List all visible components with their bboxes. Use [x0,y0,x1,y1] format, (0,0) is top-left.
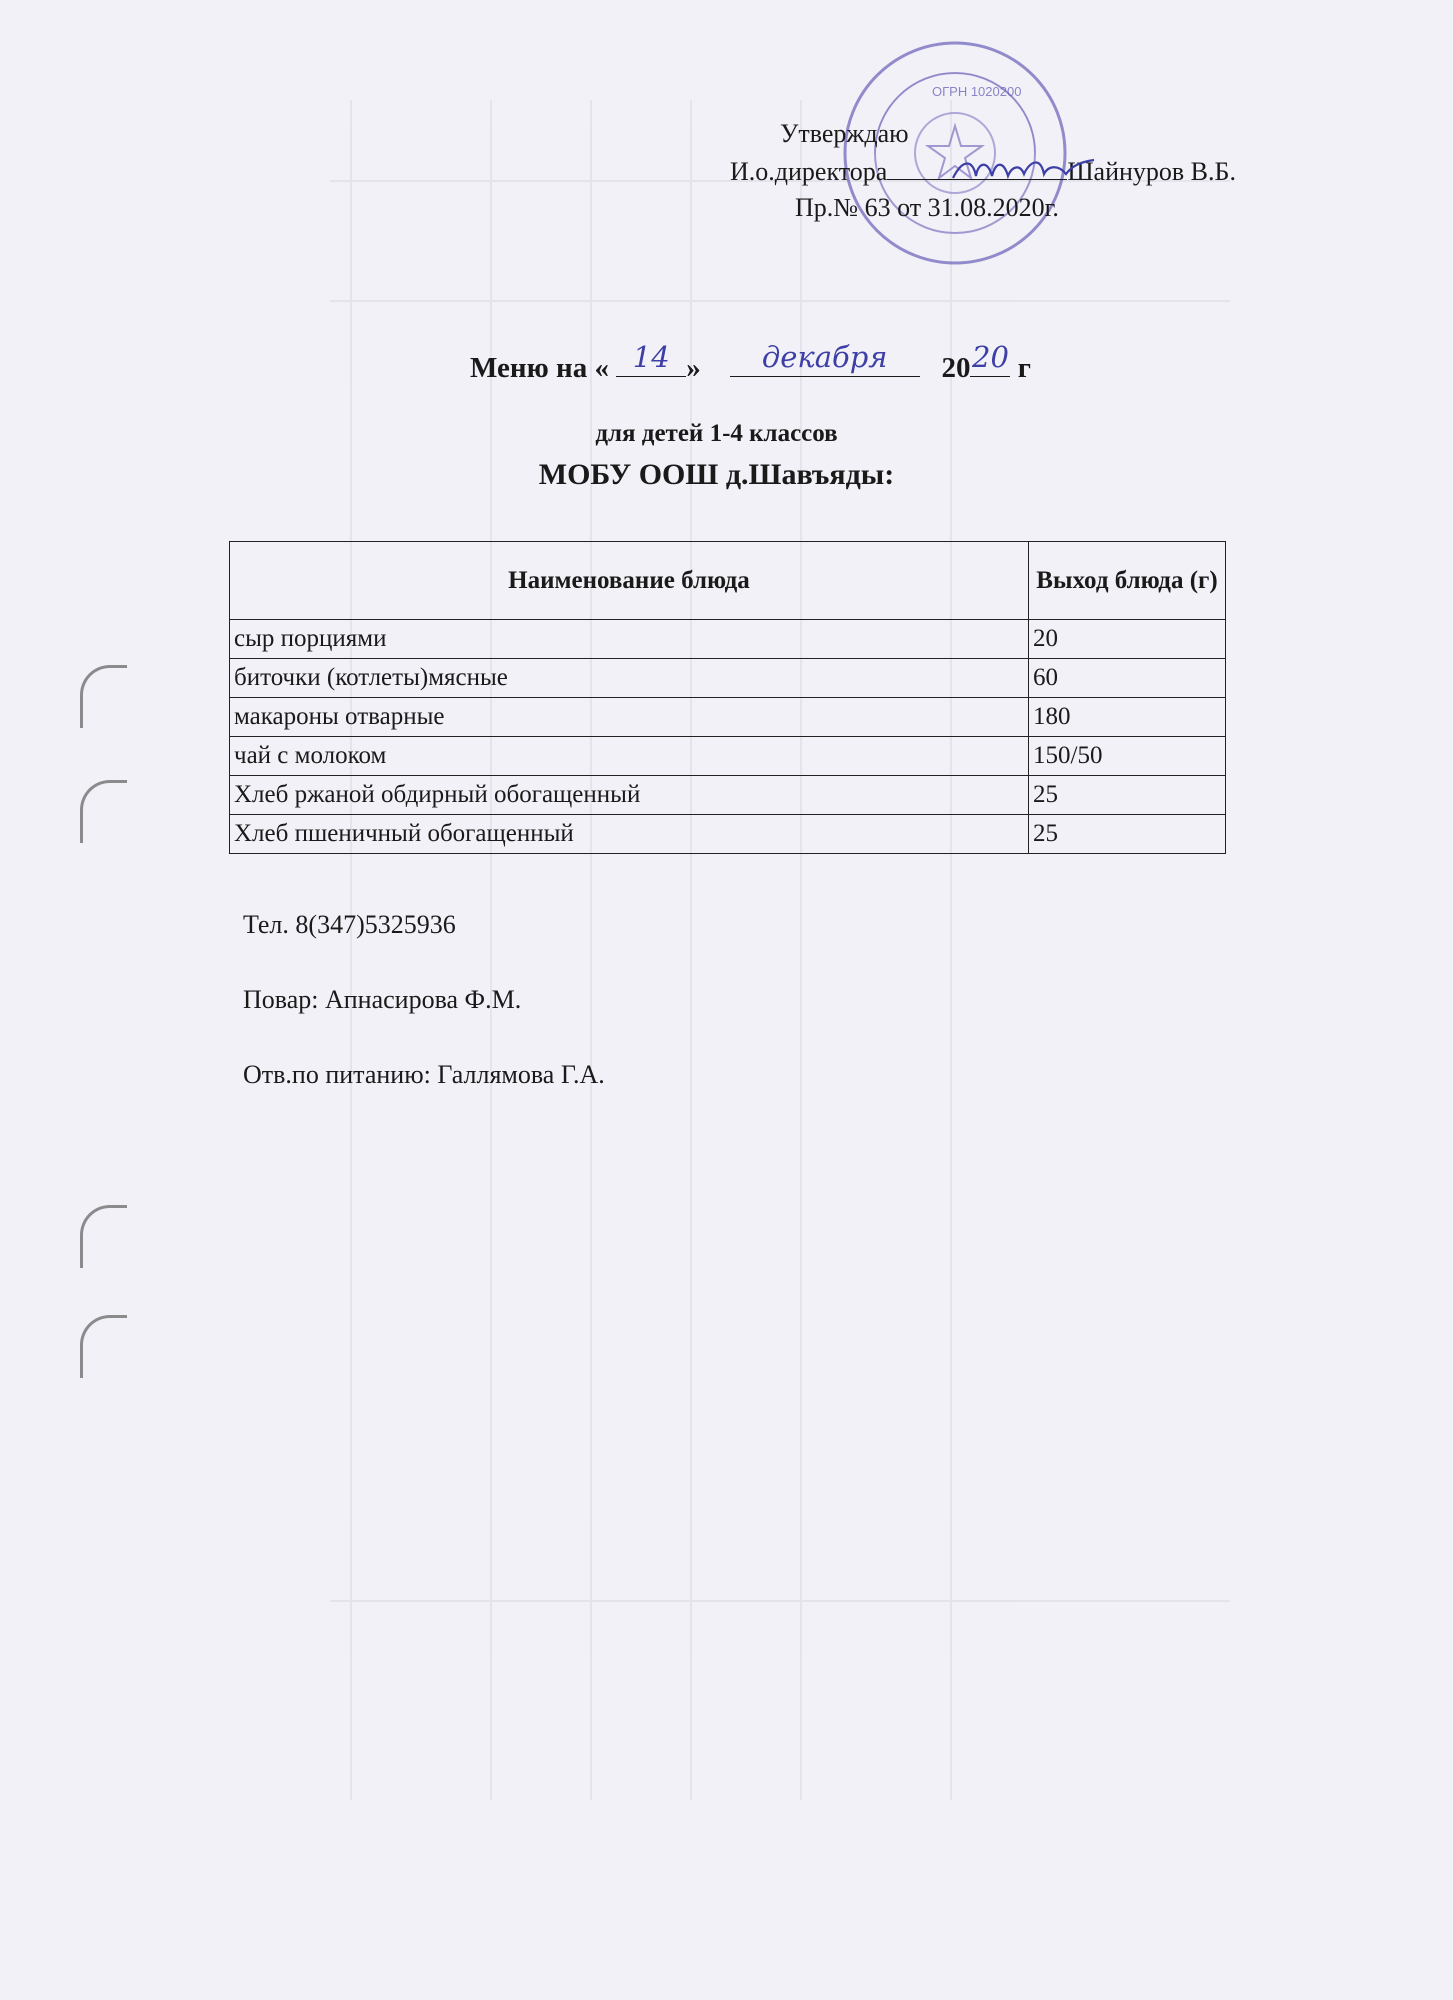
month-blank [730,340,920,377]
approval-label: Утверждаю [780,119,909,148]
phone-number: Тел. 8(347)5325936 [243,910,456,939]
punch-hole [80,665,127,728]
dish-name: биточки (котлеты)мясные [230,659,1029,698]
title-prefix: Меню на « [470,352,609,384]
dish-name: Хлеб пшеничный обогащенный [230,815,1029,854]
dish-portion: 180 [1029,698,1226,737]
dish-name: Хлеб ржаной обдирный обогащенный [230,776,1029,815]
punch-hole [80,1315,127,1378]
cook-name: Повар: Апнасирова Ф.М. [243,985,522,1014]
dish-name: чай с молоком [230,737,1029,776]
title-suffix: г [1017,352,1031,384]
table-row [230,659,1226,698]
table-row [230,620,1226,659]
responsible-person: Отв.по питанию: Галлямова Г.А. [243,1060,605,1089]
director-name: Шайнуров В.Б. [1067,157,1236,186]
dish-portion: 25 [1029,815,1226,854]
day-handwritten: 14 [632,340,670,374]
header-dish-name: Наименование блюда [230,542,1029,620]
dish-portion: 150/50 [1029,737,1226,776]
table-header-row [230,542,1226,620]
dish-portion: 60 [1029,659,1226,698]
menu-title [470,340,1031,385]
header-portion: Выход блюда (г) [1029,542,1226,620]
director-title: И.о.директора [730,157,888,186]
dish-portion: 25 [1029,776,1226,815]
month-handwritten: декабря [761,340,888,374]
punch-hole [80,1205,127,1268]
menu-table [229,541,1226,854]
handwritten-signature [948,148,1098,188]
subtitle-audience: для детей 1-4 классов [595,420,838,447]
year-prefix: 20 [941,352,971,384]
year-blank [970,340,1010,377]
table-row [230,776,1226,815]
order-reference: Пр.№ 63 от 31.08.2020г. [795,193,1059,222]
dish-name: макароны отварные [230,698,1029,737]
svg-text:ОГРН 1020200: ОГРН 1020200 [932,84,1022,99]
dish-portion: 20 [1029,620,1226,659]
year-handwritten: 20 [972,340,1009,374]
dish-name: сыр порциями [230,620,1029,659]
punch-hole [80,780,127,843]
table-row [230,698,1226,737]
table-row [230,737,1226,776]
day-blank [616,340,686,377]
title-mid: » [686,352,701,384]
subtitle-school: МОБУ ООШ д.Шавъяды: [538,458,895,491]
table-row [230,815,1226,854]
